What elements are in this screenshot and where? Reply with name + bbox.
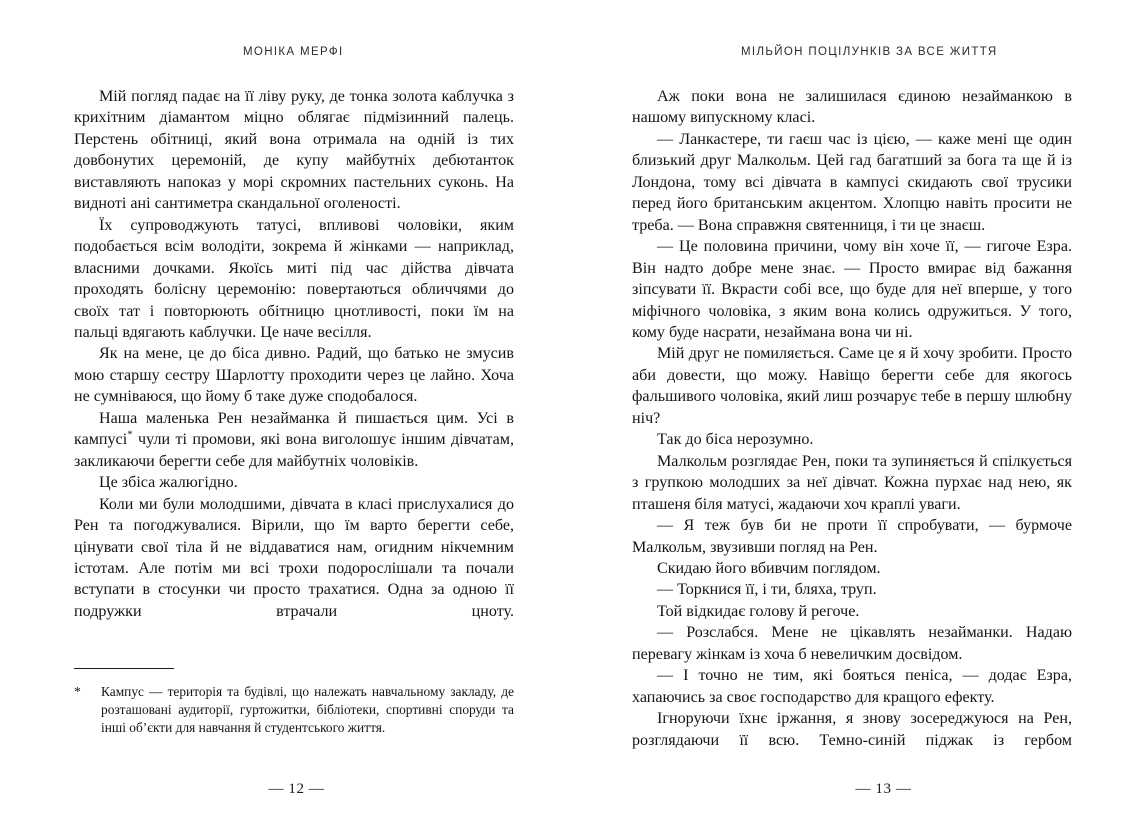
- paragraph: — Торкнися її, і ти, бляха, труп.: [657, 581, 877, 599]
- right-page: [571, 0, 1142, 827]
- paragraph: — Це половина причини, чому він хоче її, — гигоче Езра. Він надто добре мене знає. — Просто вмирає від бажання зіпсувати її. Вкрасти собі все, що буде для неї вперше, у того міфічного чоловіка, з яким вона колись одружиться. У того, кому буде насрати, незаймана вона чи ні.: [632, 238, 1072, 341]
- footnote-rule: [74, 668, 174, 669]
- running-head-author: МОНІКА МЕРФІ: [243, 46, 344, 58]
- left-page-textblock: [74, 86, 514, 622]
- paragraph: — Я теж був би не проти її спробувати, — бурмоче Малкольм, звузивши погляд на Рен.: [632, 517, 1072, 556]
- page-number-right: — 13 —: [855, 781, 912, 797]
- paragraph: Це збіса жалюгідно.: [99, 474, 238, 492]
- footnote-star-marker: *: [74, 684, 81, 699]
- paragraph: — І точно не тим, які бояться пеніса, — додає Езра, хапаючись за своє господарство для кращого ефекту.: [632, 667, 1072, 706]
- paragraph-with-footnote-marker: [74, 408, 514, 472]
- right-page-textblock: [632, 86, 1072, 751]
- paragraph: Аж поки вона не залишилася єдиною незайманкою в нашому випускному класі.: [632, 88, 1072, 127]
- paragraph: Мій погляд падає на її ліву руку, де тонка золота каблучка з крихітним діамантом міцно облягає підмізинний палець. Перстень обітниці, який вона отримала на одній із тих довбонутих церемоній, де купу майбутніх дебютанток виставляють напоказ у морі скромних пастельних суконь. На видноті ані сантиметра скандальної оголеності.: [74, 88, 514, 213]
- paragraph: — Ланкастере, ти гаєш час із цією, — каже мені ще один близький друг Малкольм. Цей гад багатший за бога та ще й із Лондона, тому всі дівчата в кампусі скидають свої трусики перед його британським акцентом. Хлопцю навіть просити не треба. — Вона справжня святенниця, і ти це знаєш.: [632, 130, 1072, 234]
- paragraph: Скидаю його вбивчим поглядом.: [657, 559, 881, 577]
- paragraph: Той відкидає голову й регоче.: [657, 602, 860, 620]
- paragraph: Мій друг не помиляється. Саме це я й хочу зробити. Просто аби довести, що можу. Навіщо берегти себе для якогось фальшивого чоловіка, який лиш розчарує тебе в першу шлюбну ніч?: [632, 345, 1072, 427]
- footnote-paragraph-after: чули ті промови, які вона виголошує іншим дівчатам, закликаючи берегти себе для майбутніх чоловіків.: [74, 431, 514, 470]
- paragraph: Малкольм розглядає Рен, поки та зупиняється й спілкується з групкою молодших за неї дівчат. Кожна пурхає над нею, як пташеня біля матусі, жадаючи хоч краплі уваги.: [632, 452, 1072, 513]
- paragraph: Їх супроводжують татусі, впливові чоловіки, яким подобається всім володіти, зокрема й жінками — наприклад, власними дочками. Якоїсь миті під час дійства дівчата проходять болісну церемонію: повертаються обличчями до своїх тат і повторюють обітницю цнотливості, поки їм на пальці вдягають каблучки. Це наче весілля.: [74, 216, 514, 341]
- footnote-text-wrapper: [74, 683, 514, 738]
- footnote-paragraph-before: Наша маленька Рен незайманка й пишається цим. Усі в кампусі: [74, 409, 514, 449]
- paragraph: Так до біса нерозумно.: [657, 431, 814, 449]
- page-number-left: — 12 —: [268, 781, 325, 797]
- footnote-text: Кампус — територія та будівлі, що належать навчальному закладу, де розташовані аудиторії, гуртожитки, бібліотеки, спортивні споруди та інші об’єкти для навчання й студентського життя.: [101, 684, 514, 736]
- paragraph: Коли ми були молодшими, дівчата в класі прислухалися до Рен та погоджувалися. Вірили, що їм варто берегти себе, цінувати свої тіла й не віддаватися нам, огидним нікчемним істотам. Але потім ми всі трохи подорослішали та почали вступати в стосунки чи просто трахатися. Одна за одною її подружки втрачали цноту.: [74, 495, 514, 620]
- paragraph: — Розслабся. Мене не цікавлять незайманки. Надаю перевагу жінкам із хоча б невеличким досвідом.: [632, 624, 1072, 663]
- paragraph: Ігноруючи їхнє іржання, я знову зосереджуюся на Рен, розглядаючи її всю. Темно-синій піджак із гербом: [632, 710, 1072, 749]
- footnote-block: [74, 668, 514, 738]
- paragraph: Як на мене, це до біса дивно. Радий, що батько не змусив мою старшу сестру Шарлотту проходити через це лайно. Хоча не сумніваюся, що йому б таке дуже сподобалося.: [74, 345, 514, 406]
- running-head-title: МІЛЬЙОН ПОЦІЛУНКІВ ЗА ВСЕ ЖИТТЯ: [741, 46, 998, 58]
- footnote-marker: *: [127, 428, 133, 441]
